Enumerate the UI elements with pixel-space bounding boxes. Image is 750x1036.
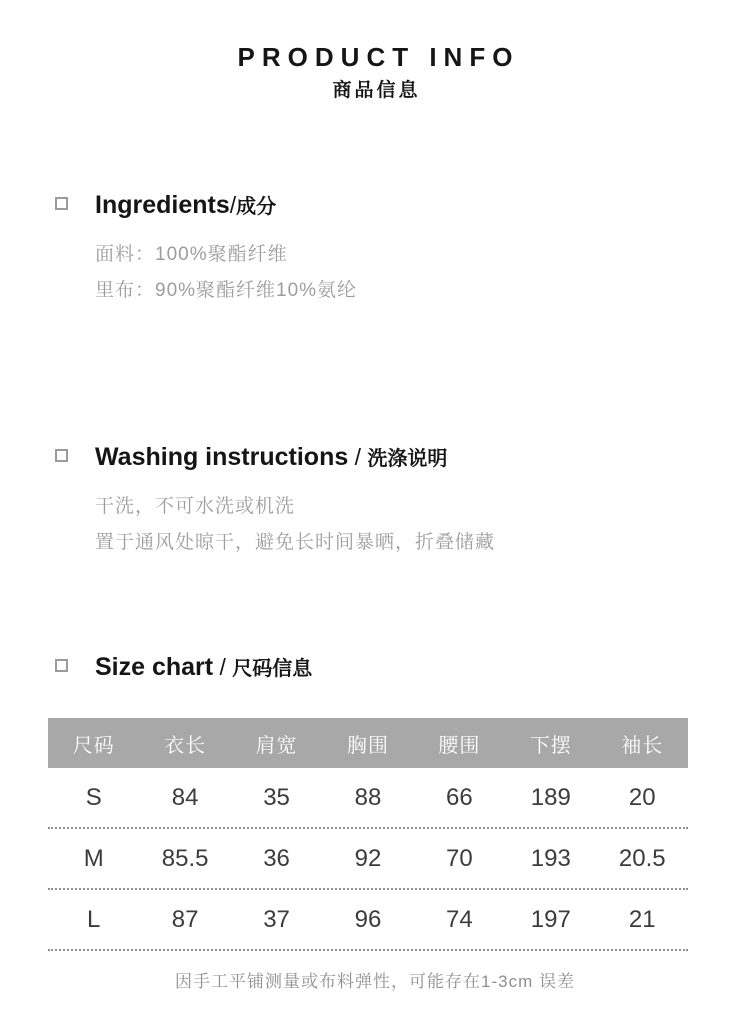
size-cell: M — [83, 844, 104, 872]
size-col-header: 衣长 — [164, 734, 207, 757]
ingredients-body — [95, 237, 705, 309]
slash-separator: / — [229, 192, 237, 218]
ingredients-line: 面料：100%聚酯纤维 — [95, 244, 288, 265]
size-chart-heading-zh: 尺码信息 — [232, 658, 313, 680]
washing-heading-en: Washing instructions — [95, 443, 349, 471]
slash-separator: / — [213, 654, 233, 680]
size-cell: L — [87, 905, 101, 933]
ingredients-line: 里布：90%聚酯纤维10%氨纶 — [95, 280, 358, 301]
table-row — [48, 768, 688, 829]
ingredients-heading-zh: 成分 — [236, 196, 277, 218]
size-col-header: 下摆 — [529, 734, 572, 757]
slash-separator: / — [348, 444, 368, 470]
size-cell: 87 — [171, 905, 199, 933]
size-cell: 36 — [263, 844, 290, 872]
washing-heading — [95, 440, 705, 478]
page-subtitle: 商品信息 — [332, 80, 421, 101]
size-chart-heading-en: Size chart — [95, 653, 214, 681]
table-row — [48, 890, 688, 951]
size-cell: 20.5 — [618, 844, 666, 872]
size-col-header: 腰围 — [438, 734, 481, 757]
size-cell: 92 — [354, 844, 382, 872]
square-bullet-icon — [55, 449, 68, 462]
size-col-header: 袖长 — [621, 734, 664, 757]
size-chart-heading — [95, 650, 705, 688]
measurement-disclaimer: 因手工平铺测量或布料弹性，可能存在1-3cm 误差 — [175, 972, 575, 991]
size-cell: 70 — [446, 844, 473, 872]
square-bullet-icon — [55, 659, 68, 672]
washing-heading-zh: 洗涤说明 — [367, 448, 448, 470]
washing-body — [95, 489, 705, 561]
size-cell: 84 — [171, 783, 199, 811]
size-table — [48, 718, 688, 951]
size-cell: 189 — [530, 783, 571, 811]
table-row — [48, 829, 688, 890]
size-cell: 96 — [354, 905, 382, 933]
size-cell: 193 — [530, 844, 571, 872]
square-bullet-icon — [55, 197, 68, 210]
page-title: PRODUCT INFO — [237, 42, 520, 72]
ingredients-heading — [95, 188, 705, 226]
section-ingredients — [95, 188, 705, 309]
size-cell: 21 — [628, 905, 656, 933]
size-col-header: 尺码 — [72, 734, 115, 757]
page-title-block — [0, 42, 750, 103]
section-washing — [95, 440, 705, 561]
size-col-header: 肩宽 — [255, 734, 298, 757]
size-cell: 35 — [263, 783, 290, 811]
size-col-header: 胸围 — [346, 734, 389, 757]
size-cell: 66 — [446, 783, 473, 811]
size-table-header-row — [48, 718, 688, 768]
size-cell: 88 — [354, 783, 382, 811]
size-cell: 74 — [446, 905, 473, 933]
section-size-chart — [95, 650, 705, 688]
washing-line: 干洗，不可水洗或机洗 — [95, 496, 296, 517]
size-cell: 85.5 — [161, 844, 209, 872]
ingredients-heading-en: Ingredients — [95, 191, 230, 219]
size-cell: 20 — [628, 783, 656, 811]
size-cell: 37 — [263, 905, 290, 933]
size-cell: 197 — [530, 905, 571, 933]
size-cell: S — [85, 783, 102, 811]
washing-line: 置于通风处晾干，避免长时间暴晒，折叠储藏 — [95, 532, 496, 553]
